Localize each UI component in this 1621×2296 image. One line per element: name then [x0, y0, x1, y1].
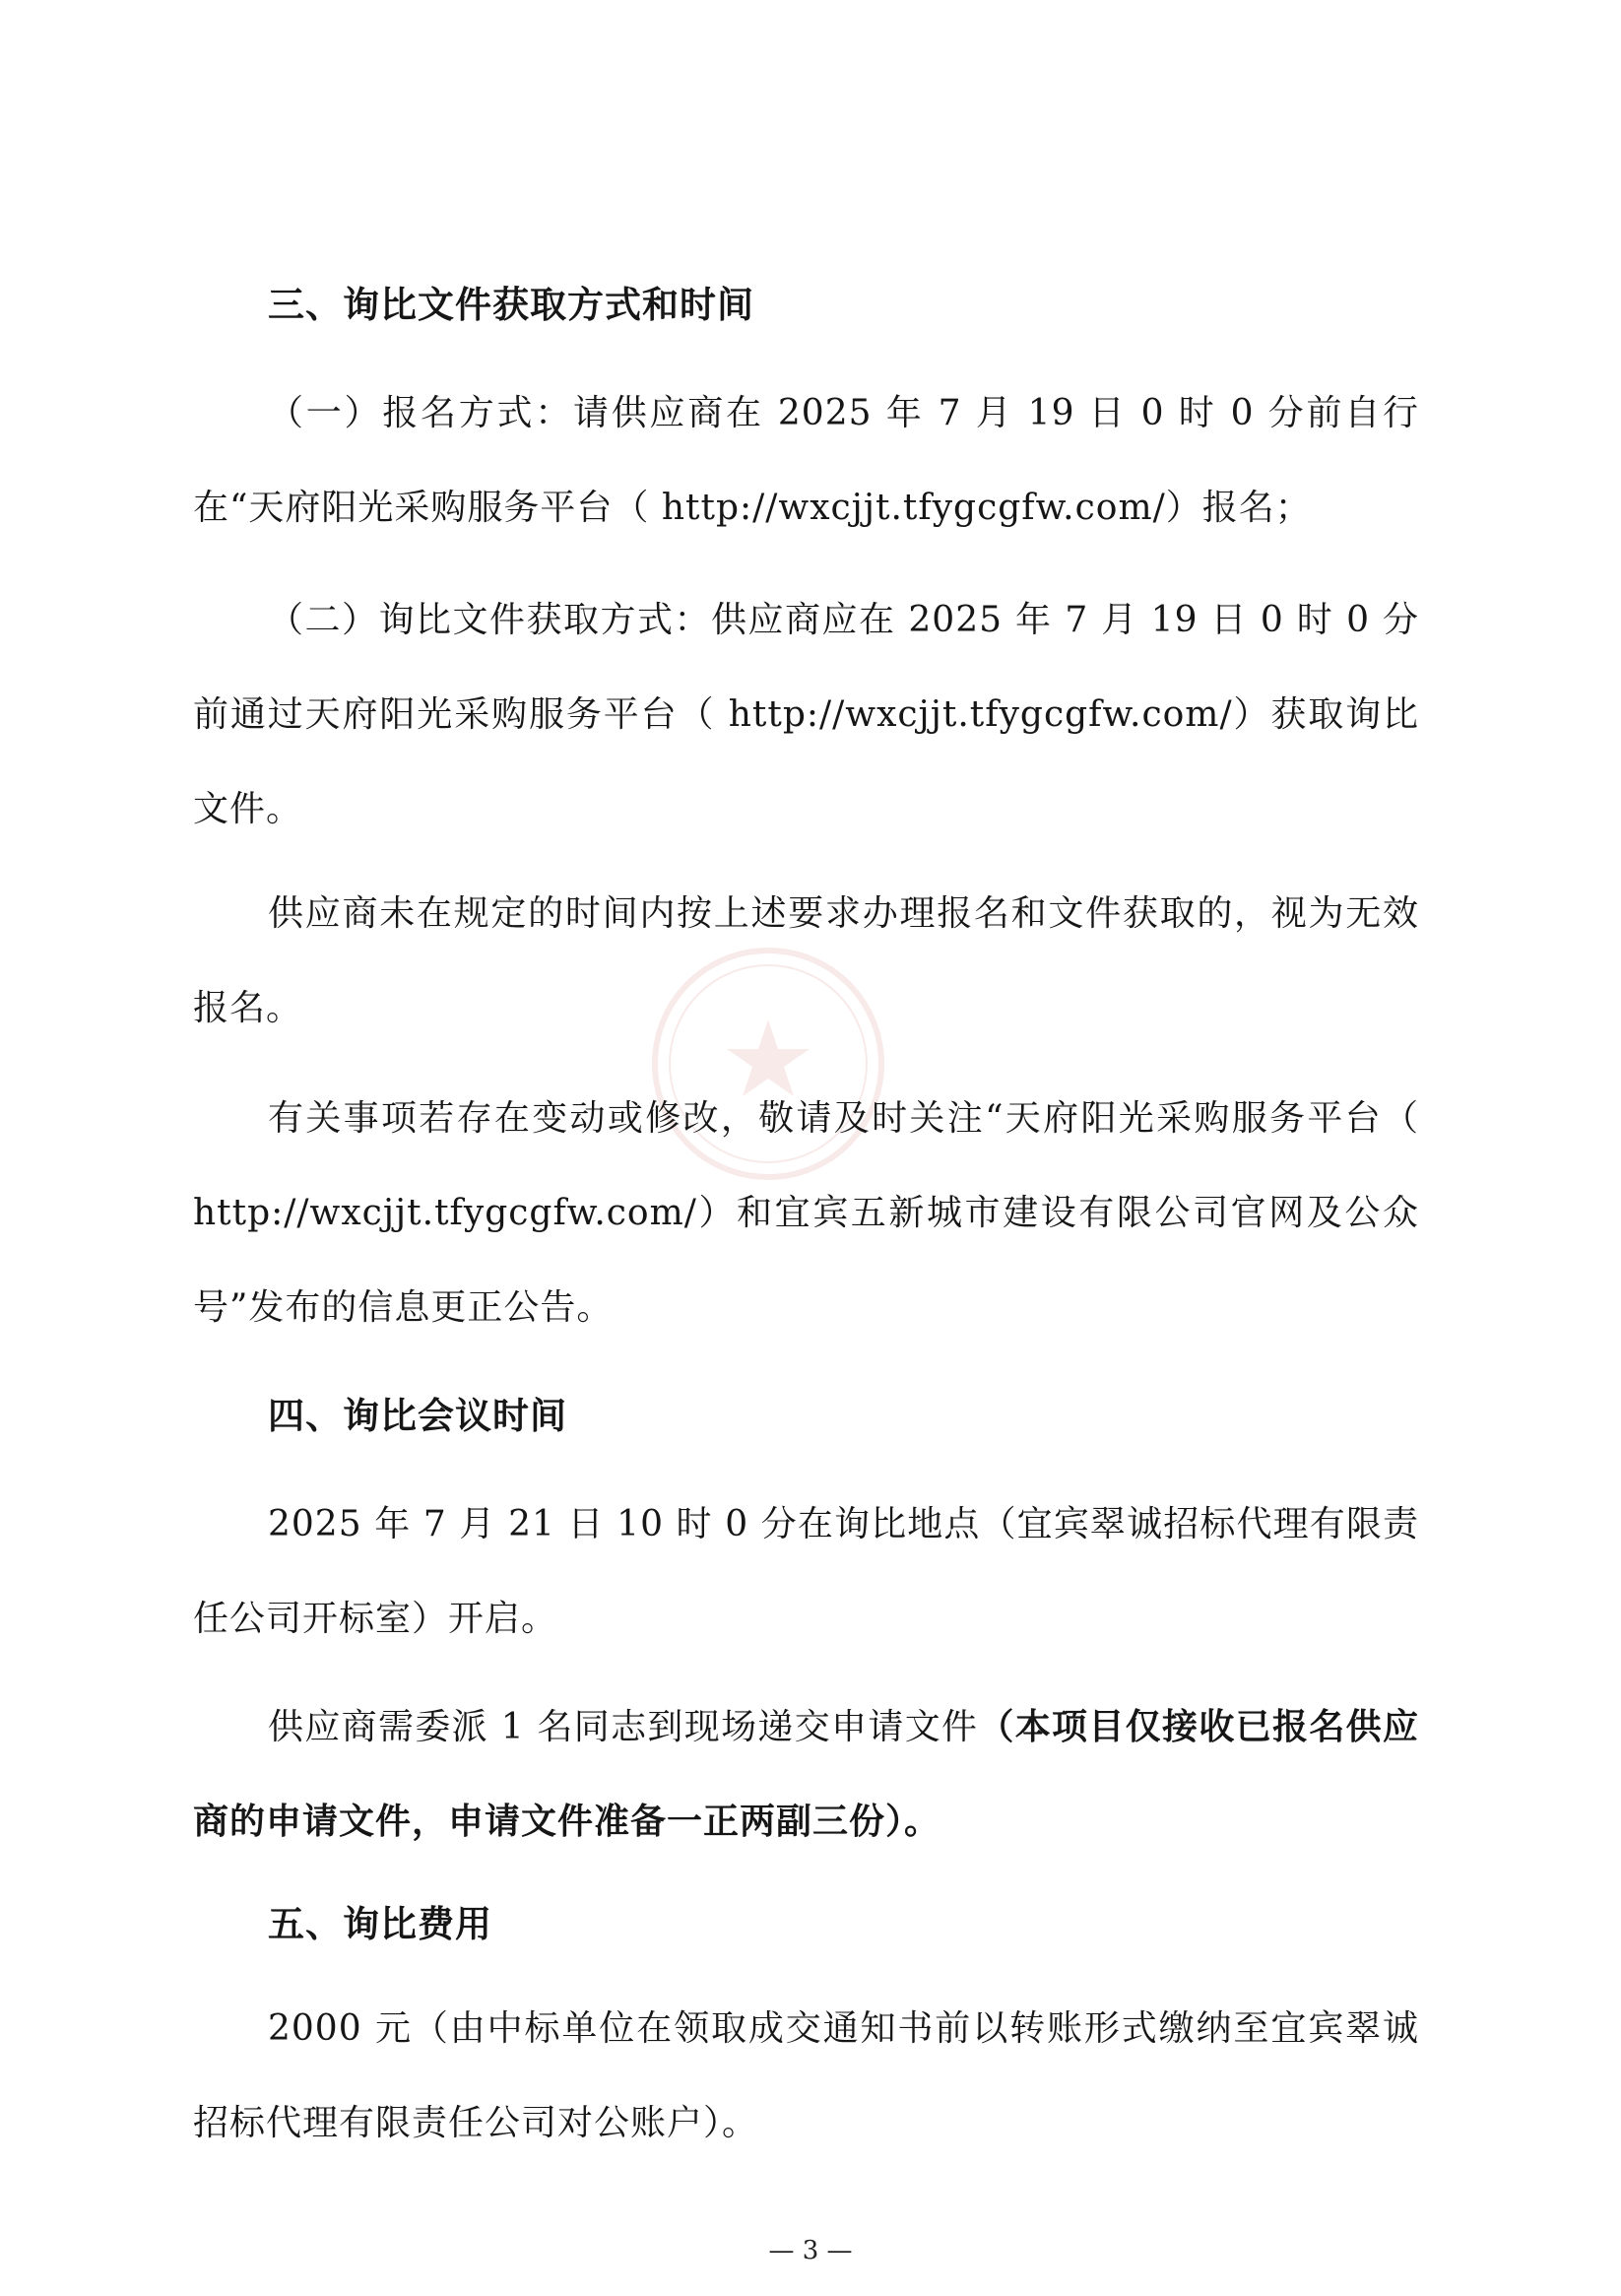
section-3-changes-notice: 有关事项若存在变动或修改，敬请及时关注“天府阳光采购服务平台（ http://wxcjjt.tfygcgfw.com/）和宜宾五新城市建设有限公司官网及公众号”发布的信息更正公告。: [193, 1098, 1419, 1328]
section-3-invalid-registration-note: 供应商未在规定的时间内按上述要求办理报名和文件获取的，视为无效报名。: [193, 893, 1419, 1028]
section-5-fee: 2000 元（由中标单位在领取成交通知书前以转账形式缴纳至宜宾翠诚招标代理有限责任公司对公账户）。: [193, 2008, 1419, 2143]
section-4-heading: 四、询比会议时间: [268, 1395, 567, 1437]
section-5-heading: 五、询比费用: [268, 1903, 492, 1945]
section-3-heading: 三、询比文件获取方式和时间: [268, 284, 754, 326]
section-3-registration-method: （一）报名方式：请供应商在 2025 年 7 月 19 日 0 时 0 分前自行在“天府阳光采购服务平台（ http://wxcjjt.tfygcgfw.com/）报名；: [193, 393, 1419, 528]
page-number: — 3 —: [768, 2236, 853, 2265]
section-4-submission-requirement: [193, 1680, 1419, 1870]
submission-requirement-text: 供应商需委派 1 名同志到现场递交申请文件: [268, 1707, 979, 1747]
submission-requirement-bold-text: （本项目仅接收已报名供应商的申请文件，申请文件准备一正两副三份）。: [193, 1707, 1419, 1842]
section-4-meeting-time: 2025 年 7 月 21 日 10 时 0 分在询比地点（宜宾翠诚招标代理有限责任公司开标室）开启。: [193, 1504, 1419, 1639]
section-3-document-acquisition: （二）询比文件获取方式：供应商应在 2025 年 7 月 19 日 0 时 0 分前通过天府阳光采购服务平台（ http://wxcjjt.tfygcgfw.com/）获取询比文件。: [193, 600, 1419, 829]
